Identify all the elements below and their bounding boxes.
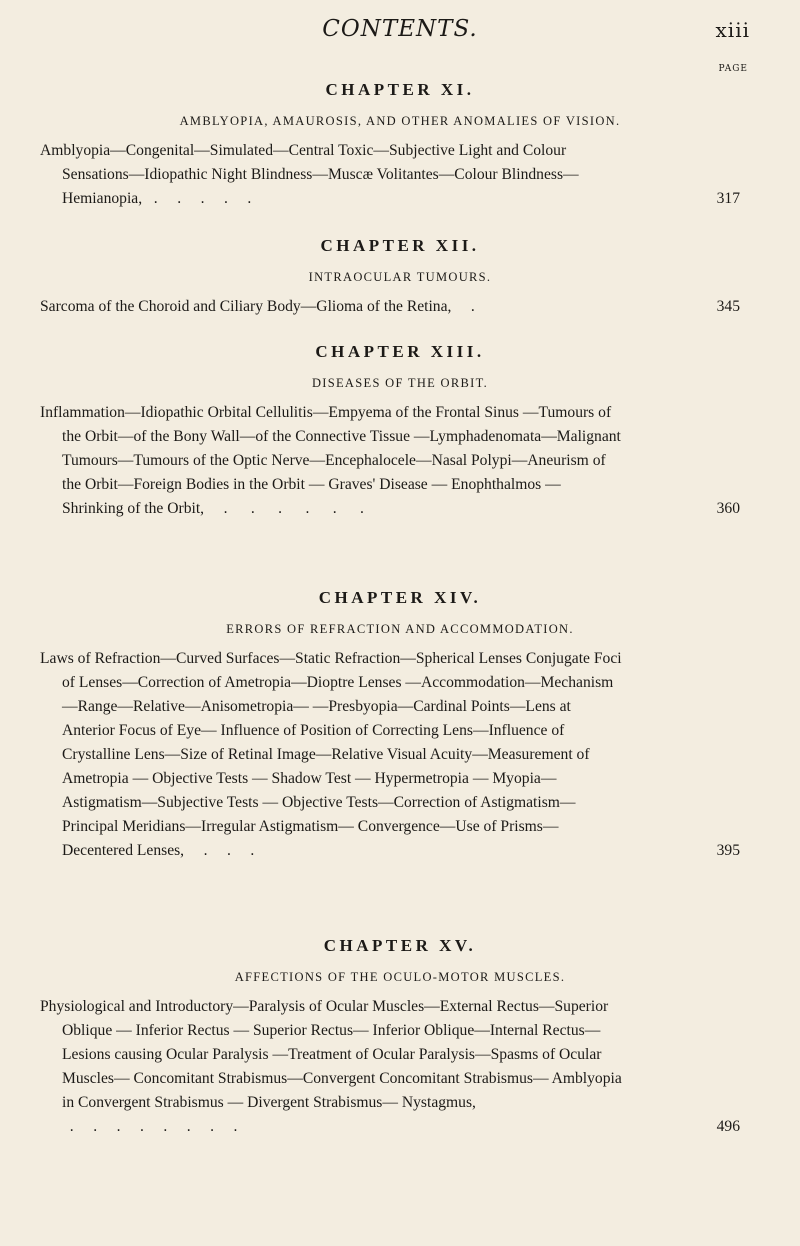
chapter-xv [0, 936, 800, 1139]
running-head [0, 16, 800, 46]
chapter-title: CHAPTER XV. [323, 936, 477, 955]
entry-page-number: 345 [716, 298, 740, 315]
dot-leaders: . . . . . [142, 190, 252, 207]
toc-entry [0, 995, 740, 1139]
chapter-subtitle: INTRAOCULAR TUMOURS. [308, 270, 492, 284]
chapter-subtitle: DISEASES OF THE ORBIT. [311, 376, 489, 390]
chapter-subtitle: ERRORS OF REFRACTION AND ACCOMMODATION. [226, 622, 574, 636]
dot-leaders: . . . . . . . . [62, 1118, 238, 1135]
entry-text: Laws of Refraction—Curved Surfaces—Static Refraction—Spherical Lenses Conjugate Foci of Lenses—Correction of Ametropia—Dioptre Lenses —Accommodation—Mechanism—Range—Relative—Anisometropia— —Presbyopia—Cardinal Points—Lens at Anterior Focus of Eye— Influence of Position of Correcting Lens—Influence of Crystalline Lens—Size of Retinal Image—Relative Visual Acuity—Measurement of Ametropia — Objective Tests — Shadow Test — Hypermetropia — Myopia—Astigmatism—Subjective Tests — Objective Tests—Correction of Astigmatism—Principal Meridians—Irregular Astigmatism— Convergence—Use of Prisms—Decentered Lenses, [40, 650, 622, 859]
chapter-title: CHAPTER XII. [320, 236, 480, 255]
chapter-xiii [0, 342, 800, 521]
toc-entry [0, 295, 740, 319]
page-column-label: PAGE [718, 64, 748, 74]
entry-page-number: 360 [716, 500, 740, 517]
dot-leaders: . [451, 298, 475, 315]
entry-page-number: 395 [716, 842, 740, 859]
chapter-title: CHAPTER XI. [325, 80, 475, 99]
entry-text: Physiological and Introductory—Paralysis of Ocular Muscles—External Rectus—Superior Oblique — Inferior Rectus — Superior Rectus— Inferior Oblique—Internal Rectus—Lesions causing Ocular Paralysis —Treatment of Ocular Paralysis—Spasms of Ocular Muscles— Concomitant Strabismus—Convergent Concomitant Strabismus— Amblyopia in Convergent Strabismus — Divergent Strabismus— Nystagmus, [40, 998, 622, 1111]
running-title: CONTENTS. [322, 16, 478, 42]
toc-entry [0, 647, 740, 863]
page-folio: xiii [715, 18, 750, 42]
toc-entry [0, 139, 740, 211]
entry-page-number: 317 [716, 190, 740, 207]
chapter-xii [0, 236, 800, 319]
chapter-xi [0, 80, 800, 211]
chapter-title: CHAPTER XIV. [318, 588, 482, 607]
toc-entry [0, 401, 740, 521]
dot-leaders: . . . . . . [204, 500, 364, 517]
entry-text: Amblyopia—Congenital—Simulated—Central Toxic—Subjective Light and Colour Sensations—Idiopathic Night Blindness—Muscæ Volitantes—Colour Blindness—Hemianopia, [40, 142, 579, 207]
entry-text: Sarcoma of the Choroid and Ciliary Body—Glioma of the Retina, [40, 298, 452, 315]
entry-text: Inflammation—Idiopathic Orbital Cellulitis—Empyema of the Frontal Sinus —Tumours of the Orbit—of the Bony Wall—of the Connective Tissue —Lymphadenomata—Malignant Tumours—Tumours of the Optic Nerve—Encephalocele—Nasal Polypi—Aneurism of the Orbit—Foreign Bodies in the Orbit — Graves' Disease — Enophthalmos — Shrinking of the Orbit, [40, 404, 621, 517]
chapter-xiv [0, 588, 800, 863]
chapter-subtitle: AMBLYOPIA, AMAUROSIS, AND OTHER ANOMALIES OF VISION. [179, 114, 621, 128]
chapter-title: CHAPTER XIII. [315, 342, 485, 361]
entry-page-number: 496 [716, 1118, 740, 1135]
dot-leaders: . . . [184, 842, 255, 859]
chapter-subtitle: AFFECTIONS OF THE OCULO-MOTOR MUSCLES. [234, 970, 566, 984]
